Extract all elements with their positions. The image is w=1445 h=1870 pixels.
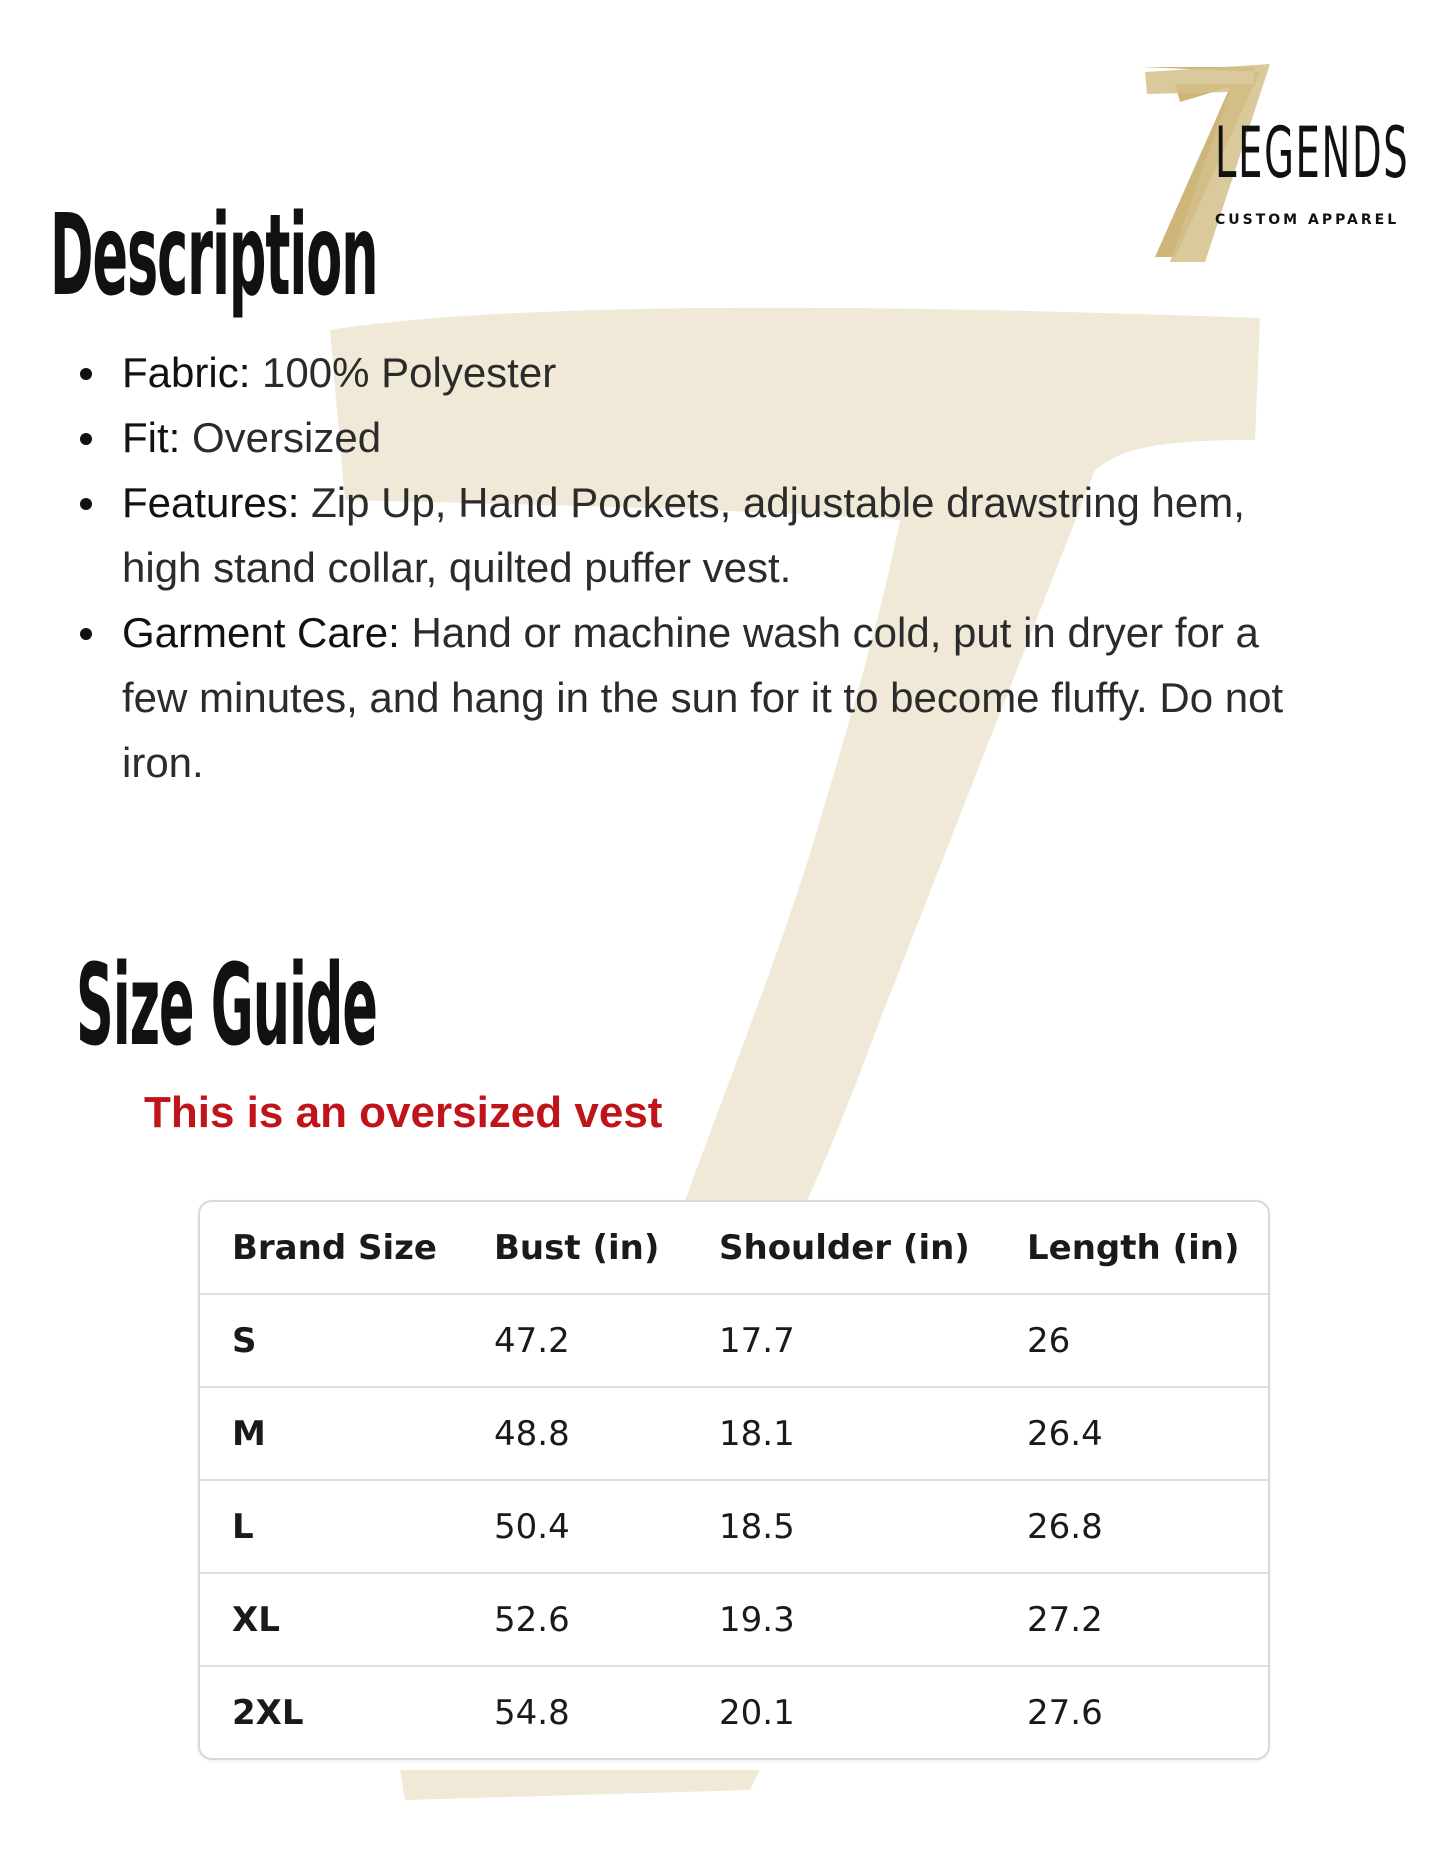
list-item <box>68 405 1328 470</box>
list-item <box>68 600 1328 795</box>
bust-cell: 54.8 <box>494 1692 570 1733</box>
size-guide-heading: Size Guide <box>76 941 377 1071</box>
column-header: Shoulder (in) <box>687 1202 995 1294</box>
size-cell: L <box>200 1480 462 1573</box>
size-table-card <box>198 1200 1270 1760</box>
brand-name: LEGENDS <box>1215 112 1410 194</box>
table-header-row <box>200 1202 1268 1294</box>
bust-cell: 47.2 <box>462 1294 687 1387</box>
item-text: 100% Polyester <box>262 349 557 396</box>
length-cell: 26.8 <box>995 1480 1268 1573</box>
description-list <box>68 340 1328 795</box>
column-header: Bust (in) <box>462 1202 687 1294</box>
item-label: Features: <box>122 479 300 526</box>
size-cell: S <box>200 1294 462 1387</box>
shoulder-cell: 18.5 <box>687 1480 995 1573</box>
item-text: Hand or machine wash cold, put in dryer for a few minutes, and hang in the sun for it to become fluffy. Do not iron. <box>122 609 1284 786</box>
item-text: Zip Up, Hand Pockets, adjustable drawstring hem, high stand collar, quilted puffer vest. <box>122 479 1245 591</box>
description-heading: Description <box>50 191 378 321</box>
bust-cell: 48.8 <box>462 1387 687 1480</box>
shoulder-cell: 20.1 <box>719 1692 795 1733</box>
table-row <box>200 1480 1268 1573</box>
list-item <box>68 470 1328 600</box>
bust-cell: 50.4 <box>462 1480 687 1573</box>
table-row <box>200 1294 1268 1387</box>
table-row <box>200 1666 1268 1758</box>
list-item <box>68 340 1328 405</box>
shoulder-cell: 17.7 <box>687 1294 995 1387</box>
item-text: Oversized <box>192 414 382 461</box>
column-header: Brand Size <box>200 1202 462 1294</box>
size-cell: XL <box>200 1573 462 1666</box>
bust-cell: 52.6 <box>462 1573 687 1666</box>
length-cell: 26 <box>995 1294 1268 1387</box>
length-cell: 27.2 <box>995 1573 1268 1666</box>
table-row <box>200 1387 1268 1480</box>
size-table <box>200 1202 1268 1758</box>
length-cell: 26.4 <box>995 1387 1268 1480</box>
shoulder-cell: 18.1 <box>687 1387 995 1480</box>
column-header: Length (in) <box>995 1202 1268 1294</box>
item-label: Fabric: <box>122 349 251 396</box>
item-label: Garment Care: <box>122 609 400 656</box>
brand-tagline: CUSTOM APPAREL <box>1215 212 1400 228</box>
shoulder-cell: 19.3 <box>687 1573 995 1666</box>
item-label: Fit: <box>122 414 181 461</box>
size-cell: M <box>200 1387 462 1480</box>
size-cell: 2XL <box>232 1692 304 1733</box>
table-row <box>200 1573 1268 1666</box>
length-cell: 27.6 <box>1027 1692 1103 1733</box>
oversized-note: This is an oversized vest <box>144 1088 663 1137</box>
